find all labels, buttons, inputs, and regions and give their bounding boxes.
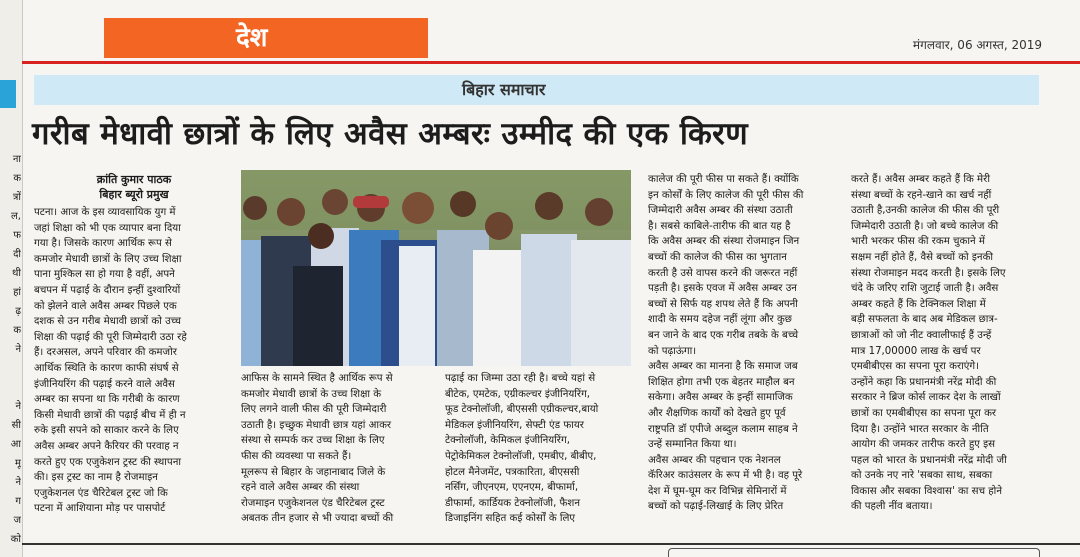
article-line: पाना मुश्किल सा हो गया है वहीं, अपने xyxy=(34,269,175,281)
article-line: अवैस अम्बर की पहचान एक नेशनल xyxy=(648,454,781,466)
article-line: है। सबसे काबिले-तारीफ की बात यह है xyxy=(648,220,791,232)
adjacent-page-fragment: क xyxy=(13,325,21,336)
article-line: पहल को भारत के प्रधानमंत्री नरेंद्र मोदी जी xyxy=(851,454,1007,466)
bottom-rule xyxy=(22,543,1080,545)
article-column-1 xyxy=(34,205,232,543)
article-line: जिम्मेदारी अवैस अम्बर की संस्था उठाती xyxy=(648,205,793,217)
article-line: संस्था से सम्पर्क कर उच्च शिक्षा के लिए xyxy=(241,435,385,447)
article-line: को उनके नए नारे 'सबका साथ, सबका xyxy=(851,470,993,482)
article-line: जहां शिक्षा को भी एक व्यापार बना दिया xyxy=(34,222,181,234)
adjacent-page-fragment: ल, xyxy=(11,211,21,222)
adjacent-page-fragment: मू xyxy=(15,458,21,469)
adjacent-page-fragment: ग xyxy=(15,496,21,507)
headline: गरीब मेधावी छात्रों के लिए अवैस अम्बरः उम्मीद की एक किरण xyxy=(32,116,749,152)
article-line: मात्र 17,00000 लाख के खर्च पर xyxy=(851,345,981,357)
article-line: देश में घूम-घूम कर विभिन्न सेमिनारों में xyxy=(648,485,787,497)
article-line: विकास और सबका विश्वास' का सच होने xyxy=(851,485,1002,497)
adjacent-page-fragment: ढ़ xyxy=(15,306,21,317)
article-line: छात्राओं को जो नीट क्वालीफाई हैं उन्हें xyxy=(851,329,992,341)
article-line: बीटेक, एमटेक, एग्रीकल्चर इंजीनियरिंग, xyxy=(445,388,591,400)
article-line: सकेगा। अवैस अम्बर के इन्हीं सामाजिक xyxy=(648,392,793,404)
article-line: चंदे के जरिए राशि जुटाई जाती है। अवैस xyxy=(851,283,999,295)
article-line: एमबीबीएस का सपना पूरा कराएंगे। xyxy=(851,361,979,373)
article-line: आयोग की जमकर तारीफ करते हुए इस xyxy=(851,439,996,451)
adjacent-page-fragment: आ xyxy=(10,439,21,450)
article-line: आफिस के सामने स्थित है आर्थिक रूप से xyxy=(241,373,393,384)
article-line: बचपन में पढ़ाई के दौरान इन्हीं दुश्वारियों xyxy=(34,284,181,296)
article-line: सरकार ने ब्रिज कोर्स लाकर देश के लाखों xyxy=(851,392,1001,404)
article-line: रोजमाइन एजुकेशनल एंड चैरिटेबल ट्रस्ट xyxy=(241,497,385,509)
section-tag: देश xyxy=(104,18,428,58)
article-line: राष्ट्रपति डॉ एपीजे अब्दुल कलाम साहब ने xyxy=(648,423,798,435)
article-line: शिक्षा की पढ़ाई की पूरी जिम्मेदारी उठा रहे xyxy=(34,331,187,343)
article-line: छात्रों का एमबीबीएस का सपना पूरा कर xyxy=(851,407,997,419)
header-rule xyxy=(22,61,1080,64)
adjacent-page-fragment: को xyxy=(10,534,21,545)
article-line: टेक्नोलॉजी, केमिकल इंजीनियरिंग, xyxy=(445,435,570,447)
article-line: जिम्मेदारी उठाती है। जो बच्चे कालेज की xyxy=(851,220,999,232)
article-line: उठाती है,उनकी कालेज की फीस की पूरी xyxy=(851,205,1000,217)
byline xyxy=(34,172,234,202)
article-line: पटना। आज के इस व्यावसायिक युग में xyxy=(34,207,176,218)
article-line: फूड टेक्नोलॉजी, बीएससी एग्रीकल्चर,बायो xyxy=(445,404,599,416)
article-line: संस्था बच्चों के रहने-खाने का खर्च नहीं xyxy=(851,189,992,201)
article-line: किसी मेधावी छात्रों की पढ़ाई बीच में ही न xyxy=(34,409,186,421)
article-line: फीस की व्यवस्था पा सकते हैं। xyxy=(241,450,352,462)
article-line: करती है उसे वापस करने की जरूरत नहीं xyxy=(648,267,798,279)
article-line: शिक्षित होगा तभी एक बेहतर माहौल बन xyxy=(648,376,795,388)
article-line: अबतक तीन हजार से भी ज्यादा बच्चों की xyxy=(241,513,394,525)
byline-author: क्रांति कुमार पाठक xyxy=(96,173,172,186)
article-line: डिजाइनिंग सहित कई कोर्सों के लिए xyxy=(445,513,576,525)
article-line: नर्सिंग, जीएनएम, एएनएम, बीफार्मा, xyxy=(445,482,579,494)
article-line: बच्चों को पढ़ाई-लिखाई के लिए प्रेरित xyxy=(648,501,784,513)
article-line: बच्चों से सिर्फ यह शपथ लेते हैं कि अपनी xyxy=(648,298,798,310)
article-line: मेडिकल इंजीनियरिंग, सेफ्टी एंड फायर xyxy=(445,419,584,431)
article-line: हैं। दरअसल, अपने परिवार की कमजोर xyxy=(34,347,177,359)
article-line: गया है। जिसके कारण आर्थिक रूप से xyxy=(34,238,172,250)
article-line: एजुकेशनल एंड चैरिटेबल ट्रस्ट जो कि xyxy=(34,487,168,499)
article-column-2 xyxy=(241,371,437,543)
article-line: उन्होंने कहा कि प्रधानमंत्री नरेंद्र मोदी की xyxy=(851,376,997,388)
article-line: को झेलने वाले अवैस अम्बर पिछले एक xyxy=(34,300,177,312)
article-line: डीफार्मा, कार्डियक टेक्नोलॉजी, फैशन xyxy=(445,497,580,509)
article-line: इंजीनियरिंग की पढ़ाई करने वाले अवैस xyxy=(34,378,175,390)
adjacent-page-fragment: दी xyxy=(13,249,21,260)
article-line: उन्हें सम्मानित किया था। xyxy=(648,439,737,451)
article-line: को पढ़ाऊंगा। xyxy=(648,345,697,357)
article-line: कालेज की पूरी फीस पा सकते हैं। क्योंकि xyxy=(648,174,799,185)
article-line: लिए लगने वाली फीस की पूरी जिम्मेदारी xyxy=(241,404,387,416)
article-line: पटना में आशियाना मोड़ पर पासपोर्ट xyxy=(34,503,166,515)
article-line: कमजोर मेधावी छात्रों के उच्च शिक्षा के xyxy=(241,388,382,400)
article-line: रहने वाले अवैस अम्बर की संस्था xyxy=(241,482,360,494)
article-line: दिया है। उन्होंने भारत सरकार के नीति xyxy=(851,423,989,435)
adjacent-page-fragment: ना xyxy=(12,154,21,165)
banner-label: बिहार समाचार xyxy=(462,80,546,99)
adjacent-page-fragment: हां xyxy=(13,287,21,298)
article-line: पेट्रोकेमिकल टेक्नोलॉजी, एमबीए, बीबीए, xyxy=(445,450,597,462)
adjacent-page-fragment: फ xyxy=(13,230,21,241)
adjacent-page-fragment: त्रों xyxy=(12,192,21,203)
article-column-5 xyxy=(851,172,1041,543)
article-line: उठाती है। इच्छुक मेधावी छात्र यहां आकर xyxy=(241,419,392,431)
article-line: कमजोर मेधावी छात्रों के लिए उच्च शिक्षा xyxy=(34,253,182,265)
article-line: करते हुए एक एजुकेशन ट्रस्ट की स्थापना xyxy=(34,456,182,468)
article-line: मूलरूप से बिहार के जहानाबाद जिले के xyxy=(241,466,386,478)
adjacent-page-fragment: सी xyxy=(11,420,21,431)
adjacent-page-fragment: ने xyxy=(15,477,21,488)
group-photo-illustration xyxy=(241,170,631,366)
adjacent-page-fragment: ने xyxy=(15,344,21,355)
article-line: आर्थिक स्थिति के कारण काफी संघर्ष से xyxy=(34,362,179,374)
byline-role: बिहार ब्यूरो प्रमुख xyxy=(99,188,169,201)
article-line: अम्बर कहते हैं कि टेक्निकल शिक्षा में xyxy=(851,298,986,310)
article-line: संस्था रोजमाइन मदद करती है। इसके लिए xyxy=(851,267,1006,279)
next-article-box-edge xyxy=(668,548,1040,557)
article-line: बड़ी सफलता के बाद अब मेडिकल छात्र- xyxy=(851,314,998,326)
article-line: दशक से उन गरीब मेधावी छात्रों को उच्च xyxy=(34,316,182,328)
adjacent-page-fragment: ज xyxy=(13,515,21,526)
adjacent-page-fragment: थी xyxy=(12,268,21,279)
adjacent-page-color-block xyxy=(0,80,16,108)
article-line: की पहली नींव बताया। xyxy=(851,501,933,513)
article-line: रुके इसी सपने को साकार करने के लिए xyxy=(34,425,179,437)
article-line: और शैक्षणिक कार्यों को देखते हुए पूर्व xyxy=(648,407,786,419)
article-line: पड़ती है। इसके एवज में अवैस अम्बर उन xyxy=(648,283,797,295)
issue-date: मंगलवार, 06 अगस्त, 2019 xyxy=(912,38,1042,52)
article-line: बच्चों की कालेज की फीस का भुगतान xyxy=(648,251,787,263)
article-line: भारी भरकर फीस की रकम चुकाने में xyxy=(851,236,985,248)
article-column-4 xyxy=(648,172,841,543)
article-line: इन कोर्सों के लिए कालेज की पूरी फीस की xyxy=(648,189,804,201)
article-line: की। इस ट्रस्ट का नाम है रोजमाइन xyxy=(34,472,158,484)
article-column-3 xyxy=(445,371,631,543)
article-line: कि अवैस अम्बर की संस्था रोजमाइन जिन xyxy=(648,236,800,248)
article-line: सक्षम नहीं होते हैं, वैसे बच्चों को इनकी xyxy=(851,251,994,263)
article-line: कॅरिअर काउंसलर के रूप में भी है। वह पूरे xyxy=(648,470,803,482)
adjacent-page-fragment: ने xyxy=(15,401,21,412)
article-line: अवैस अम्बर अपने कैरियर की परवाह न xyxy=(34,440,179,452)
adjacent-page-fragment: क xyxy=(13,173,21,184)
article-line: अवैस अम्बर का मानना है कि समाज जब xyxy=(648,361,798,373)
article-photo xyxy=(241,170,631,366)
article-line: पढ़ाई का जिम्मा उठा रही है। बच्चे यहां से xyxy=(445,373,596,384)
article-line: करते हैं। अवैस अम्बर कहते हैं कि मेरी xyxy=(851,174,990,185)
article-line: शादी के समय दहेज नहीं लूंगा और कुछ xyxy=(648,314,792,326)
article-line: होटल मैनेजमेंट, पत्रकारिता, बीएससी xyxy=(445,466,580,478)
article-line: अम्बर का सपना था कि गरीबी के कारण xyxy=(34,394,180,406)
article-line: बन जाने के बाद एक गरीब तबके के बच्चे xyxy=(648,329,799,341)
